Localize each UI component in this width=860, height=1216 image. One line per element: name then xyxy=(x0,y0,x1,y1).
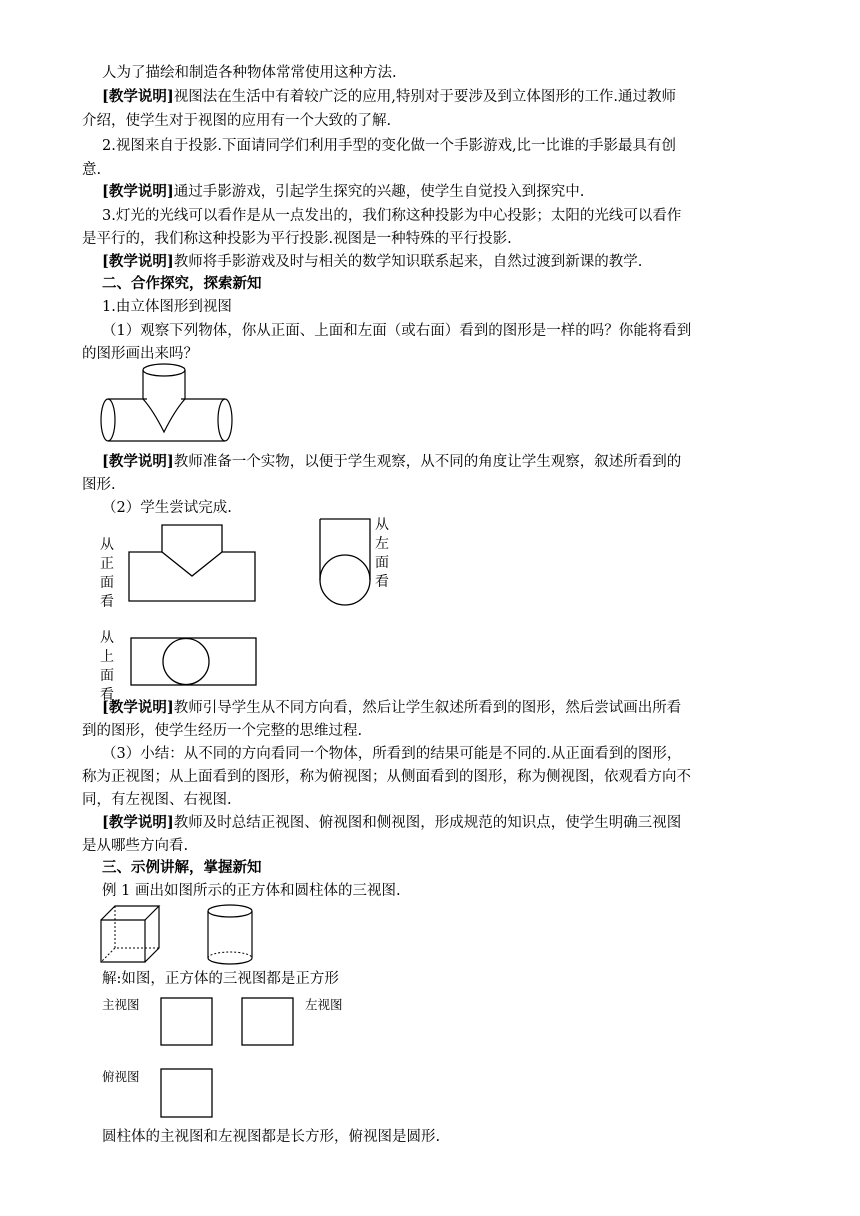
text-line: 称为正视图；从上面看到的图形，称为俯视图；从侧面看到的图形，称为侧视图，依观看方向不 xyxy=(82,769,691,785)
text-line: 的图形画出来吗？ xyxy=(82,346,198,362)
text-line xyxy=(102,697,681,719)
text-line: 圆柱体的主视图和左视图都是长方形，俯视图是圆形. xyxy=(102,1129,441,1145)
main-view-label: 主视图 xyxy=(102,997,140,1012)
cube-main-view xyxy=(160,997,214,1047)
text-span: 视图法在生活中有着较广泛的应用,特别对于要涉及到立体图形的工作.通过教师 xyxy=(173,89,676,105)
text-span: 通过手影游戏，引起学生探究的兴趣，使学生自觉投入到探究中. xyxy=(173,184,585,200)
teaching-note-label: [教学说明] xyxy=(102,699,174,716)
text-line xyxy=(102,181,584,203)
text-span: 教师将手影游戏及时与相关的数学知识联系起来，自然过渡到新课的教学. xyxy=(173,254,643,270)
text-line: 图形. xyxy=(82,477,116,493)
text-line xyxy=(102,251,642,273)
text-line: （2）学生尝试完成. xyxy=(102,500,232,516)
text-line: 到的图形，使学生经历一个完整的思维过程. xyxy=(82,723,363,739)
text-span: 教师及时总结正视图、俯视图和侧视图，形成规范的知识点，使学生明确三视图 xyxy=(173,815,682,831)
section-heading: 三、示例讲解，掌握新知 xyxy=(102,859,262,876)
text-line: （3）小结：从不同的方向看同一个物体，所看到的结果可能是不同的.从正面看到的图形， xyxy=(102,746,682,762)
teaching-note-label: [教学说明] xyxy=(102,88,174,105)
front-view-figure xyxy=(128,524,258,604)
text-span: 教师准备一个实物，以便于学生观察，从不同的角度让学生观察，叙述所看到的 xyxy=(173,454,682,470)
cylinder-3d-figure xyxy=(205,904,255,966)
teaching-note-label: [教学说明] xyxy=(102,453,174,470)
teaching-note-label: [教学说明] xyxy=(102,814,174,831)
top-view-figure xyxy=(130,637,258,687)
text-line: 解:如图，正方体的三视图都是正方形 xyxy=(102,971,339,987)
cube-left-view xyxy=(241,997,295,1047)
text-line: 意. xyxy=(82,162,102,178)
text-line: 2.视图来自于投影.下面请同学们利用手型的变化做一个手影游戏,比一比谁的手影最具有创 xyxy=(102,138,677,154)
left-view-figure xyxy=(318,518,372,608)
top-view-label: 从上面看 xyxy=(100,630,114,703)
text-line: 人为了描绘和制造各种物体常常使用这种方法. xyxy=(102,65,397,81)
text-line: 例 1 画出如图所示的正方体和圆柱体的三视图. xyxy=(102,883,401,899)
text-line: 1.由立体图形到视图 xyxy=(102,299,232,315)
cube-top-view xyxy=(160,1068,214,1118)
section-heading: 二、合作探究，探索新知 xyxy=(102,275,262,292)
text-line: （1）观察下列物体，你从正面、上面和左面（或右面）看到的图形是一样的吗？你能将看到 xyxy=(102,323,692,339)
cube-3d-figure xyxy=(99,904,163,964)
left-view-label: 从左面看 xyxy=(375,517,389,590)
text-line: 同，有左视图、右视图. xyxy=(82,792,232,808)
text-line: 是从哪些方向看. xyxy=(82,838,189,854)
text-line xyxy=(102,451,681,473)
teaching-note-label: [教学说明] xyxy=(102,253,174,270)
front-view-label: 从正面看 xyxy=(100,537,114,610)
left-view-text-label: 左视图 xyxy=(305,997,343,1012)
text-line xyxy=(102,86,676,108)
text-span: 教师引导学生从不同方向看，然后让学生叙述所看到的图形，然后尝试画出所看 xyxy=(173,700,682,716)
text-line: 3.灯光的光线可以看作是从一点发出的，我们称这种投影为中心投影；太阳的光线可以看作 xyxy=(102,208,682,224)
text-line: 介绍，使学生对于视图的应用有一个大致的了解. xyxy=(82,113,392,129)
teaching-note-label: [教学说明] xyxy=(102,183,174,200)
top-view-text-label: 俯视图 xyxy=(102,1069,140,1084)
text-line: 是平行的，我们称这种投影为平行投影.视图是一种特殊的平行投影. xyxy=(82,231,512,247)
pipe-3d-figure xyxy=(95,362,240,447)
text-line xyxy=(102,812,681,834)
